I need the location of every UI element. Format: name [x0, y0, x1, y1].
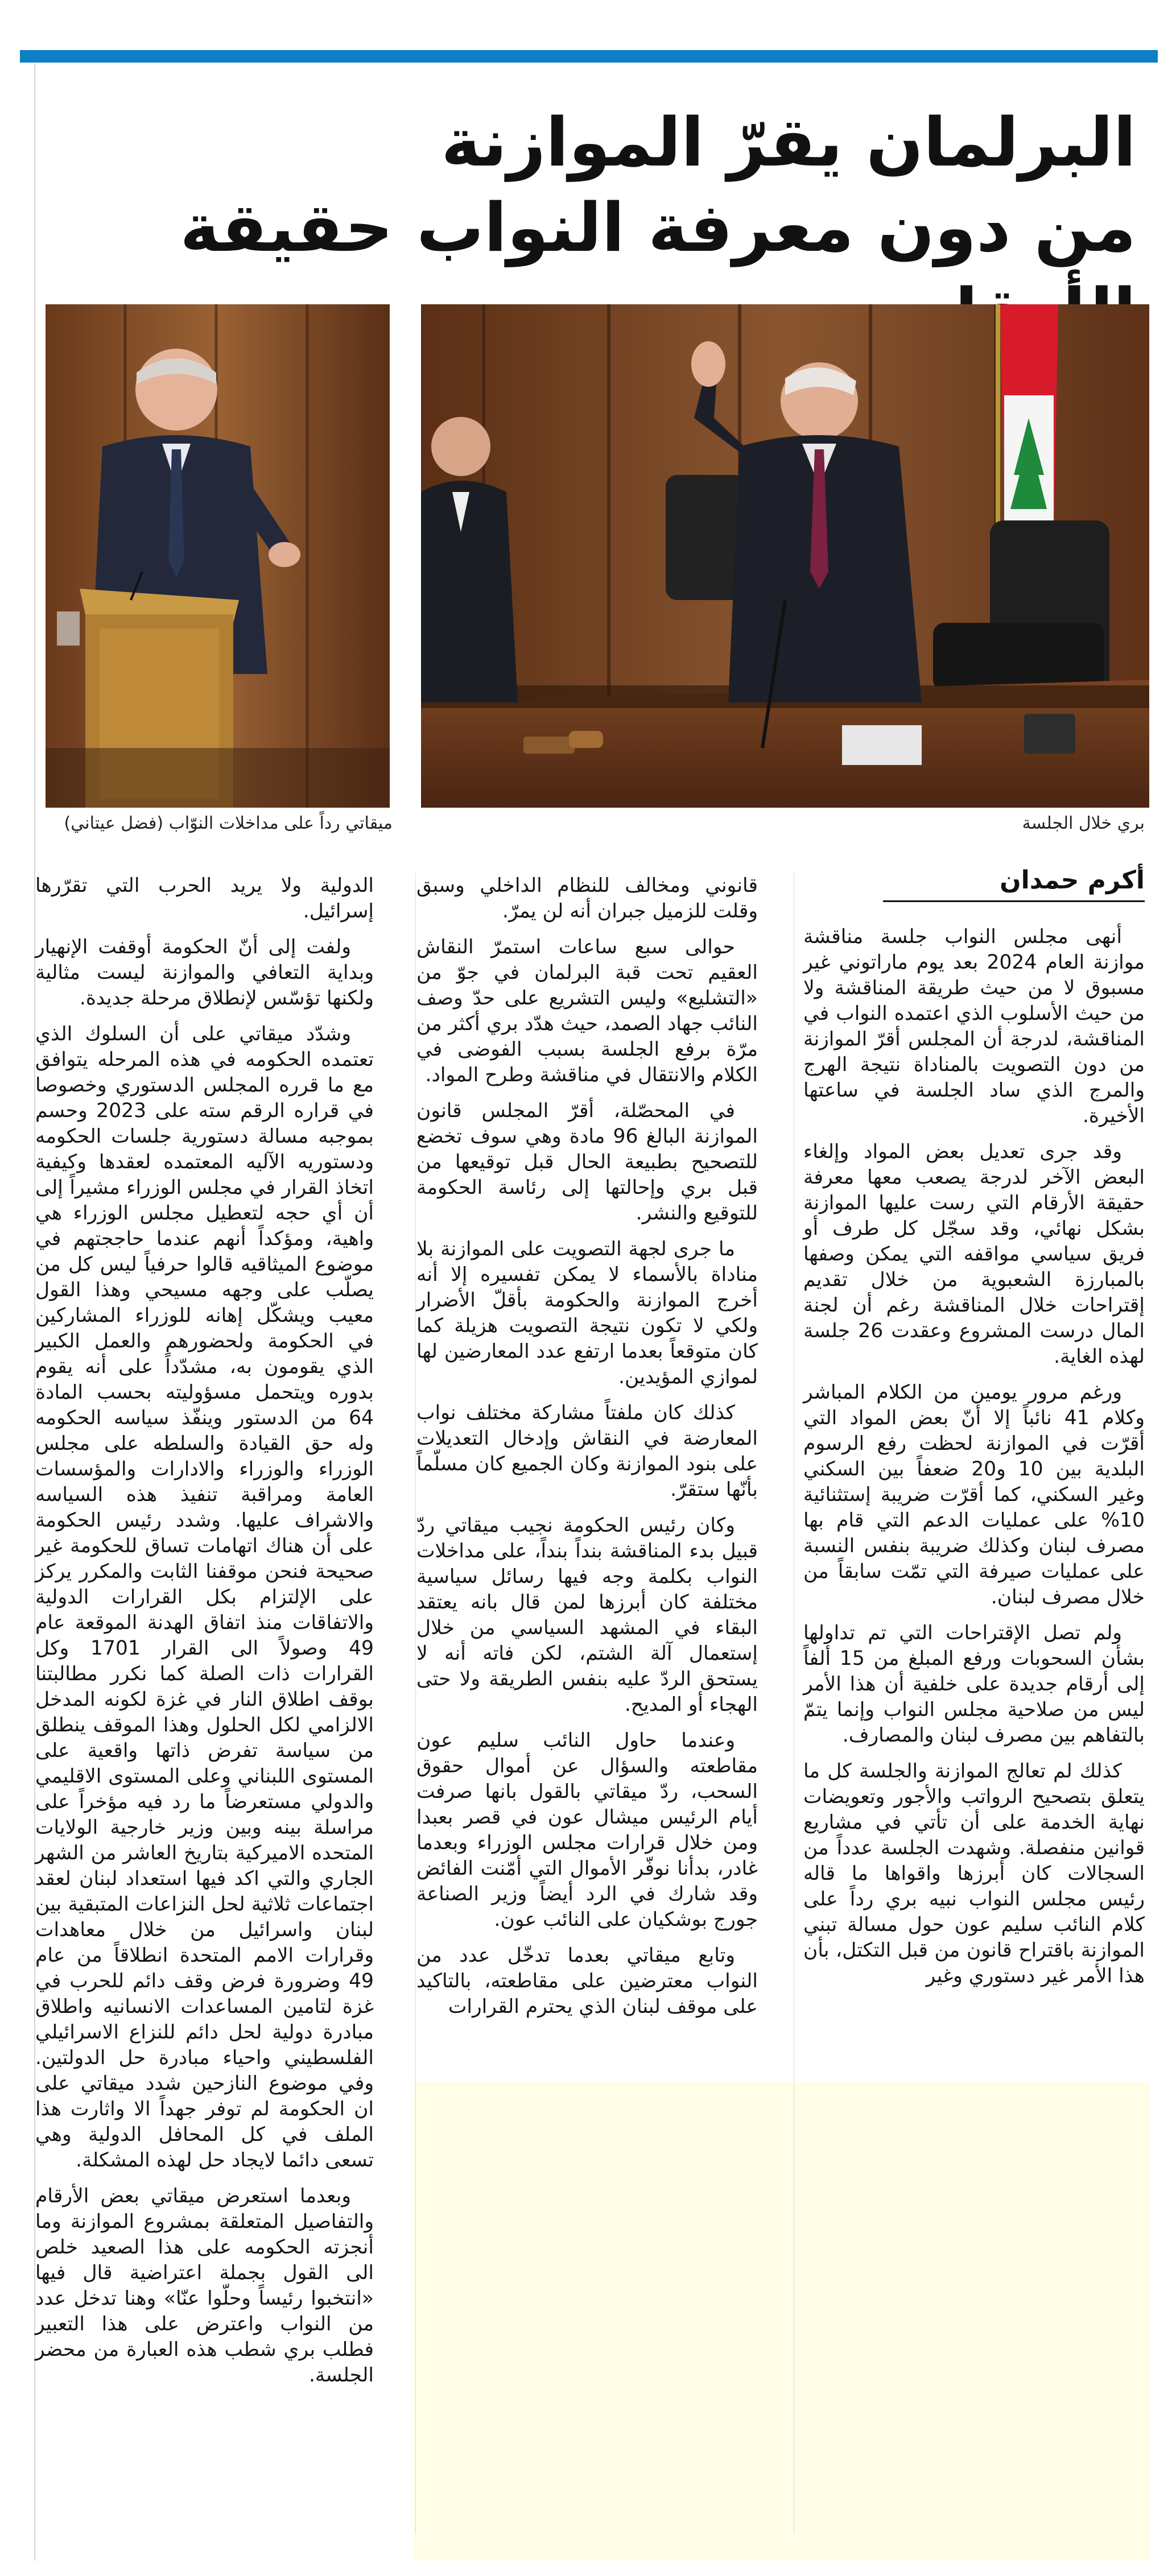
paragraph: كذلك كان ملفتاً مشاركة مختلف نواب المعارضة في النقاش وإدخال التعديلات على بنود الموازنة وكان الجميع كان مسلّماً بأنّها ستقرّ. [416, 1401, 758, 1501]
byline: أكرم حمدان [883, 866, 1145, 902]
mikati-photo-caption: ميقاتي رداً على مداخلات النوّاب (فضل عيتاني) [64, 813, 393, 833]
paragraph: قانوني ومخالف للنظام الداخلي وسبق وقلت للزميل جبران أنه لن يمرّ. [416, 874, 758, 923]
berri-session-illustration [421, 304, 1149, 808]
paragraph: ما جرى لجهة التصويت على الموازنة بلا مناداة بالأسماء لا يمكن تفسيره إلا أنه أخرج الموازنة والحكومة بأقلّ الأضرار ولكي لا تكون نتيجة التصويت هزيلة كما كان متوقعاً بعدما ارتفع عدد المعارضين لها لموازي المؤيدين. [416, 1238, 758, 1388]
paragraph: ولفت إلى أنّ الحكومة أوقفت الإنهيار وبداية التعافي والموازنة ليست مثالية ولكنها تؤسّس لإنطلاق مرحلة جديدة. [35, 936, 374, 1010]
paragraph: كذلك لم تعالج الموازنة والجلسة كل ما يتعلق بتصحيح الرواتب والأجور وتعويضات نهاية الخدمة على أن تأتي في مشاريع قوانين منفصلة. وشهدت الجلسة عدداً من السجالات كان أبرزها واقواها ما قاله رئيس مجلس النواب نبيه بري رداً على كلام النائب سليم عون حول مسالة تبني الموازنة باقتراح قانون من قبل التكتل، بأن هذا الأمر غير دستوري وغير [803, 1760, 1145, 1987]
paragraph: وبعدما استعرض ميقاتي بعض الأرقام والتفاصيل المتعلقة بمشروع الموازنة وما أنجزته الحكومه على هذا الصعيد خلص الى القول بجملة اعتراضية قال فيها «انتخبوا رئيساً وحلّوا عنّا» وهنا تدخل عدد من النواب واعترض على هذا التعبير فطلب بري شطب هذه العبارة من محضر الجلسة. [35, 2185, 374, 2387]
accent-bar [20, 50, 1158, 63]
paragraph: ورغم مرور يومين من الكلام المباشر وكلام 41 نائباً إلا أنّ بعض المواد التي أقرّت في الموازنة لحظت رفع الرسوم البلدية بين 10 و20 ضعفاً بين السكني وغير السكني، كما أقرّت ضريبة إستثنائية 10% على عمليات الدعم التي قام بها مصرف لبنان وكذلك ضريبة بنفس النسبة على عمليات صيرفة التي تمّت سابقاً من خلال مصرف لبنان. [803, 1381, 1145, 1609]
headline-line-1: البرلمان يقرّ الموازنة [441, 103, 1136, 181]
paragraph: وعندما حاول النائب سليم عون مقاطعته والسؤال عن أموال حقوق السحب، ردّ ميقاتي بالقول بانها صرفت أيام الرئيس ميشال عون في قصر بعبدا ومن خلال قرارات مجلس الوزراء وبعدما غادر، بدأنا نوفّر الأموال التي أمّنت الفائض وقد شارك في الرد أيضاً وزير الصناعة جورج بوشكيان على النائب عون. [416, 1729, 758, 1931]
paragraph: في المحصّلة، أقرّ المجلس قانون الموازنة البالغ 96 مادة وهي سوف تخضع للتصحيح بطبيعة الحال قبل توقيعها من قبل بري وإحالتها إلى رئاسة الحكومة للتوقيع والنشر. [416, 1099, 758, 1225]
berri-photo-caption: بري خلال الجلسة [1022, 813, 1145, 833]
article-column-1 [803, 924, 1145, 1999]
article-column-3 [35, 873, 374, 2399]
shaded-panel [414, 2082, 1149, 2561]
berri-session-photo [421, 304, 1149, 808]
mikati-podium-photo [46, 304, 390, 808]
column-divider [415, 873, 416, 2534]
paragraph: ولم تصل الإقتراحات التي تم تداولها بشأن السحوبات ورفع المبلغ من 15 ألفاً إلى أرقام جديدة على خلفية أن هذا الأمر ليس من صلاحية مجلس النواب وإنما يتمّ بالتفاهم بين مصرف لبنان والمصارف. [803, 1622, 1145, 1747]
article-column-2 [416, 873, 758, 2030]
paragraph: الدولية ولا يريد الحرب التي تقرّرها إسرائيل. [35, 874, 374, 923]
mikati-podium-illustration [46, 304, 390, 808]
paragraph: وتابع ميقاتي بعدما تدخّل عدد من النواب معترضين على مقاطعته، بالتاكيد على موقف لبنان الذي يحترم القرارات [416, 1944, 758, 2018]
headline-line-2: من دون معرفة النواب حقيقة [180, 188, 1136, 267]
paragraph: وكان رئيس الحكومة نجيب ميقاتي ردّ قبيل بدء المناقشة بنداً بنداً، على مداخلات النواب بكلمة وجه فيها رسائل سياسية مختلفة كان أبرزها لمن قال بانه يعتقد البقاء في المشهد السياسي من خلال إستعمال آلة الشتم، لكن فاته أنه لا يستحق الردّ عليه بنفس الطريقة ولا حتى الهجاء أو المديح. [416, 1514, 758, 1716]
paragraph: وشدّد ميقاتي على أن السلوك الذي تعتمده الحكومه في هذه المرحله يتوافق مع ما قرره المجلس الدستوري وخصوصا في قراره الرقم سته على 2023 وحسم بموجبه مسالة دستورية جلسات الحكومه ودستوريه الآليه المعتمده لعقدها وكيفية اتخاذ القرار في مجلس الوزراء مشيراً إلى أن أي حجه لتعطيل مجلس الوزراء هي واهية، ومؤكداً أنهم عندما حاججتهم في موضوع الميثاقيه قالوا حرفياً ليس كل من يصلّب على وجهه مسيحي وهذا القول معيب ويشكّل إهانه للوزراء المشاركين في الحكومة ولحضورهم والعمل الكبير الذي يقومون به، مشدّداً على أنه يقوم بدوره ويتحمل مسؤوليته بحسب المادة 64 من الدستور وينفّذ سياسه الحكومه وله حق القيادة والسلطه على مجلس الوزراء والوزراء والادارات والمؤسسات العامة ومراقبة تنفيذ هذه السياسه والاشراف عليها. وشدد رئيس الحكومة على أن هناك اتهامات تساق للحكومة غير صحيحة فنحن موقفنا الثابت والمكرر يركز على الإلتزام بكل القرارات الدولية والاتفاقات منذ اتفاق الهدنة الموقعة عام 49 وصولاً الى القرار 1701 وكل القرارات ذات الصلة كما نكرر مطالبتنا بوقف اطلاق النار في غزة لكونه المدخل الالزامي لكل الحلول وهذا الموقف ينطلق من سياسة تفرض ذاتها واقعية على المستوى اللبناني وعلى المستوى الاقليمي والدولي مستعرضاً ما رد فيه مؤخراً على مراسلة بينه وبين وزير خارجية الولايات المتحده الاميركية بتاريخ العاشر من الشهر الجاري والتي اكد فيها استعداد لبنان لعقد اجتماعات ثلاثية لحل النزاعات المتبقية بين لبنان واسرائيل من خلال معاهدات وقرارات الامم المتحدة انطلاقاً من عام 49 وضرورة فرض وقف دائم للحرب في غزة لتامين المساعدات الانسانيه واطلاق مبادرة دولية لحل دائم للنزاع الاسرائيلي الفلسطيني واحياء مبادرة حل الدولتين. وفي موضوع النازحين شدد ميقاتي على ان الحكومة لم توفر جهداً الا واثارت هذا الملف في كل المحافل الدولية وهي تسعى دائما لايجاد حل لهذه المشكلة. [35, 1023, 374, 2172]
paragraph: أنهى مجلس النواب جلسة مناقشة موازنة العام 2024 بعد يوم ماراتوني غير مسبوق لا من حيث طريقة المناقشة ولا من حيث الأسلوب الذي اعتمده النواب في المناقشة، لدرجة أن المجلس أقرّ الموازنة من دون التصويت بالمناداة نتيجة الهرج والمرج الذي ساد الجلسة في ساعتها الأخيرة. [803, 925, 1145, 1127]
paragraph: وقد جرى تعديل بعض المواد وإلغاء البعض الآخر لدرجة يصعب معها معرفة حقيقة الأرقام التي رست عليها الموازنة بشكل نهائي، وقد سجّل كل طرف أو فريق سياسي مواقفه التي يمكن وصفها بالمبارزة الشعبوية من خلال تقديم إقتراحات خلال المناقشة رغم أن لجنة المال درست المشروع وعقدت 26 جلسة لهذه الغاية. [803, 1140, 1145, 1368]
paragraph: حوالى سبع ساعات استمرّ النقاش العقيم تحت قبة البرلمان في جوّ من «التشليع» وليس التشريع على حدّ وصف النائب جهاد الصمد، حيث هدّد بري أكثر من مرّة برفع الجلسة بسبب الفوضى في الكلام والانتقال في مناقشة وطرح المواد. [416, 936, 758, 1086]
